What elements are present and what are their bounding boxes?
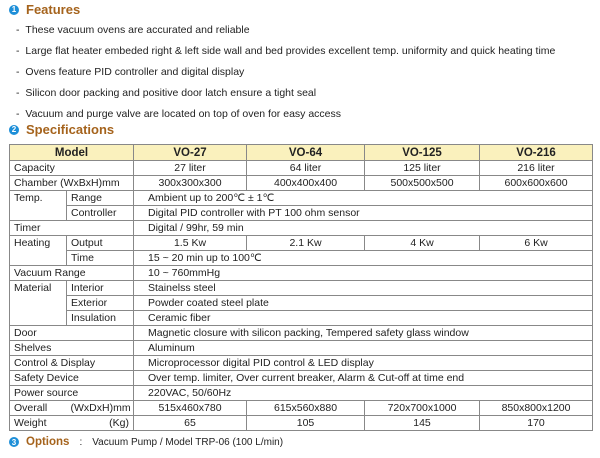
sub-row-label: Controller	[67, 206, 134, 221]
cell-value: 500x500x500	[365, 176, 480, 191]
feature-item: - Ovens feature PID controller and digital display	[16, 62, 555, 83]
row-label: Heating	[10, 236, 67, 266]
row-label: Safety Device	[10, 371, 134, 386]
cell-value: 125 liter	[365, 161, 480, 176]
number-3-icon: 3	[9, 437, 19, 447]
cell-value: Ambient up to 200℃ ± 1℃	[134, 191, 593, 206]
sub-row-label: Range	[67, 191, 134, 206]
cell-value: 720x700x1000	[365, 401, 480, 416]
cell-value: Microprocessor digital PID control & LED display	[134, 356, 593, 371]
table-row	[10, 221, 593, 236]
table-row	[10, 341, 593, 356]
cell-value: 15 ~ 20 min up to 100℃	[134, 251, 593, 266]
feature-item: - Large flat heater embeded right & left side wall and bed provides excellent temp. uniformity and quick heating time	[16, 41, 555, 62]
cell-value: 615x560x880	[247, 401, 365, 416]
sub-row-label: Interior	[67, 281, 134, 296]
cell-value: 216 liter	[480, 161, 593, 176]
row-label: Timer	[10, 221, 134, 236]
number-2-icon: 2	[9, 125, 19, 135]
table-row	[10, 266, 593, 281]
cell-value: 515x460x780	[134, 401, 247, 416]
cell-value: 6 Kw	[480, 236, 593, 251]
options-separator: :	[79, 436, 83, 448]
sub-row-label: Output	[67, 236, 134, 251]
row-label: Material	[10, 281, 67, 326]
table-row	[10, 416, 593, 431]
row-label: Vacuum Range	[10, 266, 134, 281]
sub-row-label: Insulation	[67, 311, 134, 326]
table-row	[10, 176, 593, 191]
table-row	[10, 296, 593, 311]
table-row	[10, 356, 593, 371]
row-label: Door	[10, 326, 134, 341]
row-label: Power source	[10, 386, 134, 401]
row-label: Temp.	[10, 191, 67, 221]
features-list	[16, 20, 555, 125]
cell-value: 300x300x300	[134, 176, 247, 191]
cell-value: Aluminum	[134, 341, 593, 356]
row-label: Capacity	[10, 161, 134, 176]
options-text: Vacuum Pump / Model TRP-06 (100 L/min)	[92, 436, 284, 448]
cell-value: Ceramic fiber	[134, 311, 593, 326]
cell-value: 4 Kw	[365, 236, 480, 251]
features-heading	[9, 2, 80, 17]
cell-value: Magnetic closure with silicon packing, Tempered safety glass window	[134, 326, 593, 341]
cell-value: 65	[134, 416, 247, 431]
cell-value: Powder coated steel plate	[134, 296, 593, 311]
number-1-icon: 1	[9, 5, 19, 15]
table-row	[10, 281, 593, 296]
row-label: Chamber (WxBxH)mm	[10, 176, 134, 191]
cell-value: 170	[480, 416, 593, 431]
row-label: Overall	[10, 401, 67, 416]
options-line	[9, 436, 283, 448]
specifications-table	[9, 144, 593, 431]
table-row	[10, 386, 593, 401]
feature-item: - These vacuum ovens are accurated and reliable	[16, 20, 555, 41]
row-unit: (WxDxH)mm	[67, 401, 134, 416]
cell-value: 64 liter	[247, 161, 365, 176]
features-title: Features	[26, 2, 81, 17]
specifications-title: Specifications	[26, 122, 115, 137]
cell-value: 400x400x400	[247, 176, 365, 191]
row-unit: (Kg)	[67, 416, 134, 431]
cell-value: 1.5 Kw	[134, 236, 247, 251]
cell-value: 27 liter	[134, 161, 247, 176]
cell-value: Over temp. limiter, Over current breaker, Alarm & Cut-off at time end	[134, 371, 593, 386]
cell-value: 600x600x600	[480, 176, 593, 191]
table-row	[10, 251, 593, 266]
options-title: Options	[26, 436, 70, 448]
specifications-heading	[9, 122, 114, 137]
table-row	[10, 371, 593, 386]
model-header: Model	[10, 145, 134, 161]
cell-value: Digital / 99hr, 59 min	[134, 221, 593, 236]
row-label: Shelves	[10, 341, 134, 356]
cell-value: 850x800x1200	[480, 401, 593, 416]
table-row	[10, 401, 593, 416]
cell-value: 105	[247, 416, 365, 431]
cell-value: 2.1 Kw	[247, 236, 365, 251]
row-label: Control & Display	[10, 356, 134, 371]
model-column-header: VO-125	[365, 145, 480, 161]
cell-value: 10 ~ 760mmHg	[134, 266, 593, 281]
table-row	[10, 236, 593, 251]
table-row	[10, 191, 593, 206]
table-row	[10, 161, 593, 176]
table-row	[10, 311, 593, 326]
row-label: Weight	[10, 416, 67, 431]
sub-row-label: Exterior	[67, 296, 134, 311]
table-row	[10, 206, 593, 221]
table-header-row	[10, 145, 593, 161]
cell-value: 145	[365, 416, 480, 431]
feature-item: - Silicon door packing and positive door latch ensure a tight seal	[16, 83, 555, 104]
model-column-header: VO-216	[480, 145, 593, 161]
cell-value: Digital PID controller with PT 100 ohm sensor	[134, 206, 593, 221]
cell-value: 220VAC, 50/60Hz	[134, 386, 593, 401]
model-column-header: VO-27	[134, 145, 247, 161]
model-column-header: VO-64	[247, 145, 365, 161]
cell-value: Stainelss steel	[134, 281, 593, 296]
sub-row-label: Time	[67, 251, 134, 266]
table-row	[10, 326, 593, 341]
feature-item: - Vacuum and purge valve are located on top of oven for easy access	[16, 104, 555, 125]
